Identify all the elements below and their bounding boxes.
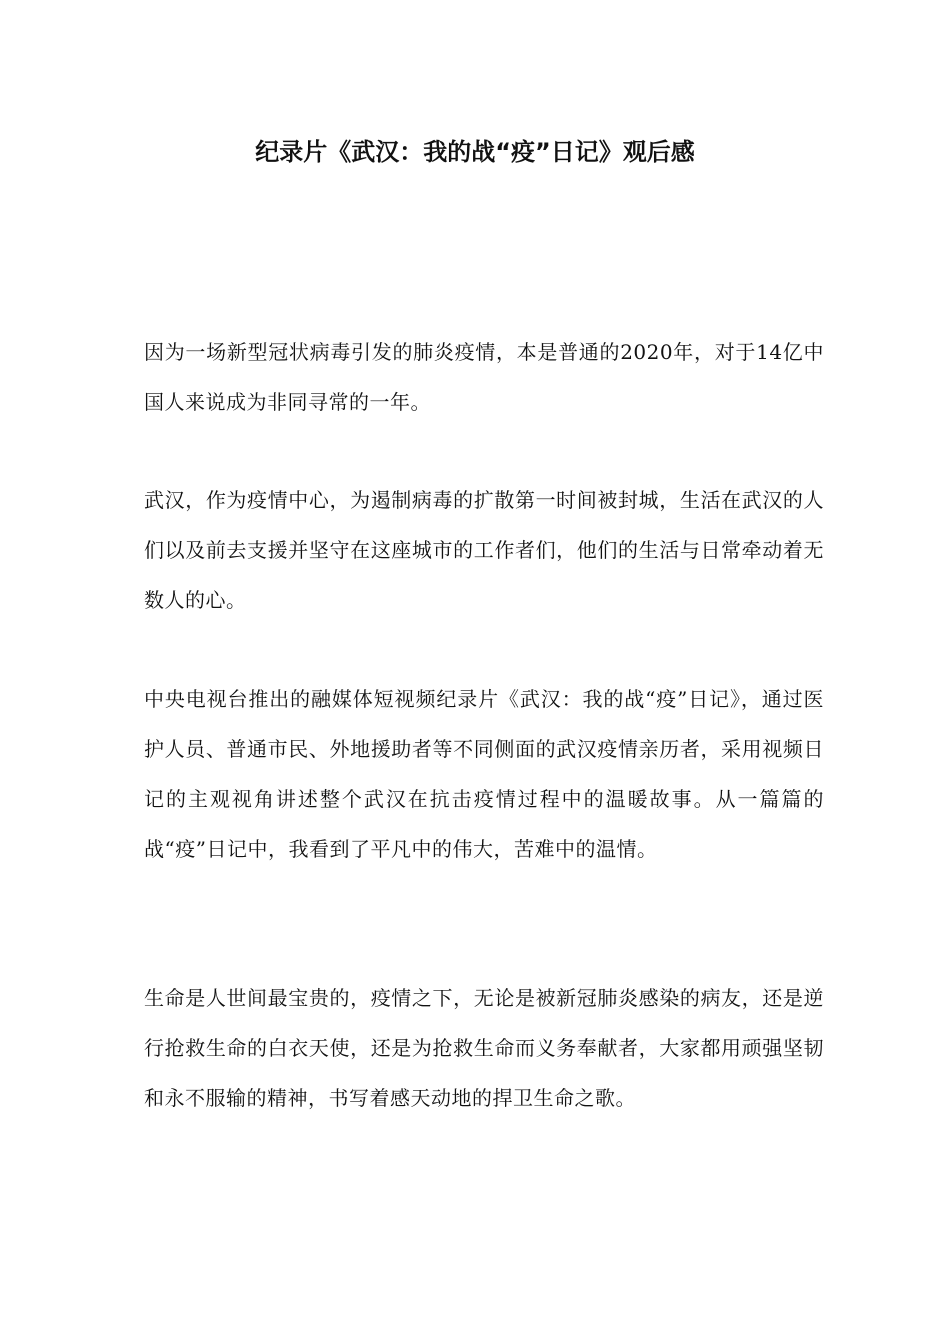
paragraph-3: 中央电视台推出的融媒体短视频纪录片《武汉：我的战“疫”日记》，通过医护人员、普通市民、外地援助者等不同侧面的武汉疫情亲历者，采用视频日记的主观视角讲述整个武汉在抗击疫情过程中的温暖故事。从一篇篇的战“疫”日记中，我看到了平凡中的伟大，苦难中的温情。 [144, 687, 824, 861]
document-title: 纪录片《武汉：我的战“疫”日记》观后感 [255, 138, 695, 166]
paragraph-2: 武汉，作为疫情中心，为遏制病毒的扩散第一时间被封城，生活在武汉的人们以及前去支援并坚守在这座城市的工作者们，他们的生活与日常牵动着无数人的心。 [144, 488, 824, 612]
paragraph-1: 因为一场新型冠状病毒引发的肺炎疫情，本是普通的2020年，对于14亿中国人来说成为非同寻常的一年。 [144, 340, 824, 414]
paragraph-4: 生命是人世间最宝贵的，疫情之下，无论是被新冠肺炎感染的病友，还是逆行抢救生命的白衣天使，还是为抢救生命而义务奉献者，大家都用顽强坚韧和永不服输的精神，书写着感天动地的捍卫生命之歌。 [144, 986, 824, 1110]
